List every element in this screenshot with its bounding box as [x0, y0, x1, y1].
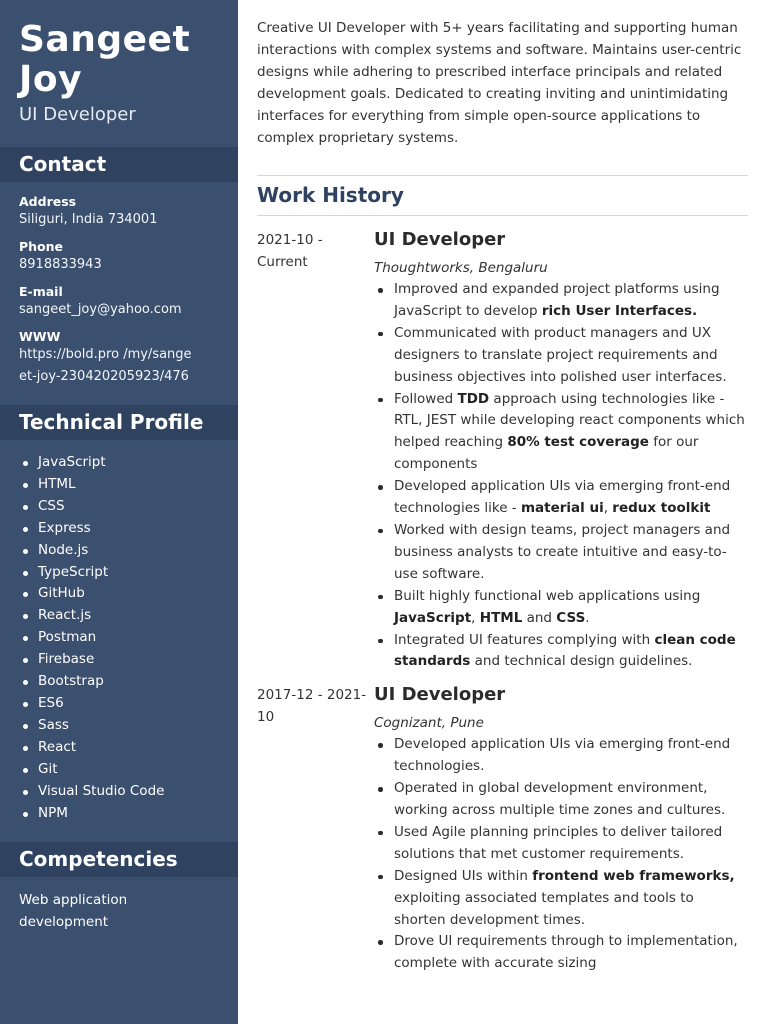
bullet-text: , — [603, 500, 613, 517]
work-history-heading: Work History — [257, 183, 404, 207]
skill-item: JavaScript — [19, 452, 238, 474]
job-bullet — [374, 389, 748, 477]
job-details — [374, 684, 748, 975]
job-details — [374, 229, 748, 673]
bullet-text: Followed — [394, 390, 458, 407]
bullet-emphasis: TDD — [457, 390, 490, 407]
competencies-heading: Competencies — [0, 842, 238, 877]
job-company: Cognizant, Pune — [374, 715, 484, 732]
bullet-text: for our components — [394, 434, 699, 473]
job-bullet — [374, 822, 748, 866]
job-entry — [257, 684, 748, 975]
bullet-text: Operated in global development environment, working across multiple time zones and cultures. — [394, 780, 726, 819]
bullet-text: , — [471, 609, 480, 626]
bullet-text: Communicated with product managers and UX designers to translate project requirements and business objectives into polished user interfaces. — [394, 324, 727, 385]
job-bullet — [374, 630, 748, 674]
bullet-emphasis: CSS — [556, 609, 586, 626]
bullet-text: Worked with design teams, project managers and business analysts to create intuitive and easy-to-use software. — [394, 521, 731, 582]
contact-heading: Contact — [0, 147, 238, 182]
bullet-text: Improved and expanded project platforms using JavaScript to develop — [394, 281, 720, 319]
job-dates: 2017-12 - 2021-10 — [257, 687, 367, 726]
address-label: Address — [19, 194, 77, 209]
email-value[interactable]: sangeet_joy@yahoo.com — [19, 302, 182, 317]
skill-item: Git — [19, 759, 238, 781]
skill-item: Firebase — [19, 649, 238, 671]
bullet-text: and — [522, 609, 557, 626]
main-content — [238, 0, 768, 1024]
skill-item: Sass — [19, 715, 238, 737]
skill-item: CSS — [19, 496, 238, 518]
job-entry — [257, 229, 748, 673]
skill-item: Node.js — [19, 540, 238, 562]
job-bullets — [374, 734, 748, 975]
bullet-text: Developed application UIs via emerging front-end technologies. — [394, 736, 731, 775]
bullet-emphasis: 80% test coverage — [507, 434, 649, 451]
job-bullet — [374, 931, 748, 975]
job-bullets — [374, 279, 748, 673]
bullet-text: Designed UIs within — [394, 867, 533, 884]
work-history-list — [257, 229, 748, 975]
skill-item: Visual Studio Code — [19, 781, 238, 803]
skill-item: TypeScript — [19, 562, 238, 584]
job-company: Thoughtworks, Bengaluru — [374, 260, 548, 276]
candidate-name — [0, 0, 238, 100]
www-link[interactable]: https://bold.pro /my/sangeet-joy-230420205923/476 — [19, 347, 192, 384]
skill-item: Bootstrap — [19, 671, 238, 693]
contact-section — [0, 182, 238, 388]
bullet-text: Used Agile planning principles to deliver tailored solutions that met customer requirements. — [394, 823, 723, 862]
skill-item: ES6 — [19, 693, 238, 715]
bullet-text: exploiting associated templates and tools to shorten development times. — [394, 889, 694, 928]
skill-item: HTML — [19, 474, 238, 496]
bullet-text: . — [585, 609, 590, 626]
job-bullet — [374, 520, 748, 586]
job-title: UI Developer — [374, 229, 506, 250]
professional-summary: Creative UI Developer with 5+ years facilitating and supporting human interactions with complex systems and software. Maintains user-centric designs while adhering to prescribed interface principals and related development goals. Dedicated to creating inviting and unintimidating interfaces for everything from simple open-source applications to complex proprietary systems. — [257, 20, 742, 146]
candidate-title: UI Developer — [19, 104, 136, 125]
job-bullet — [374, 778, 748, 822]
bullet-text: Drove UI requirements through to implementation, complete with accurate sizing — [394, 933, 738, 972]
phone-value: 8918833943 — [19, 257, 102, 272]
section-divider — [257, 215, 748, 216]
bullet-emphasis: material ui — [520, 500, 604, 517]
bullet-text: approach using technologies like - RTL, JEST while developing react components which helped reaching — [394, 390, 745, 451]
bullet-emphasis: frontend web frameworks, — [532, 867, 735, 884]
job-dates: 2021-10 - Current — [257, 232, 323, 270]
bullet-text: Integrated UI features complying with — [394, 631, 655, 648]
first-name: Sangeet — [19, 19, 191, 60]
bullet-text: and technical design guidelines. — [470, 653, 693, 670]
skill-item: NPM — [19, 803, 238, 825]
bullet-emphasis: JavaScript — [394, 609, 472, 626]
job-bullet — [374, 734, 748, 778]
job-bullet — [374, 476, 748, 520]
skill-item: Postman — [19, 627, 238, 649]
technical-profile-heading: Technical Profile — [0, 405, 238, 440]
www-label: WWW — [19, 329, 61, 344]
competencies-text: Web application development — [19, 892, 128, 931]
bullet-text: Built highly functional web applications using — [394, 587, 701, 604]
technical-skills-list — [0, 440, 238, 824]
bullet-emphasis: HTML — [479, 609, 523, 626]
job-title: UI Developer — [374, 684, 506, 706]
phone-label: Phone — [19, 239, 64, 254]
job-bullet — [374, 586, 748, 630]
bullet-emphasis: redux toolkit — [612, 500, 711, 517]
bullet-emphasis: clean code standards — [394, 631, 736, 670]
job-bullet — [374, 279, 748, 323]
bullet-text: Developed application UIs via emerging front-end technologies like - — [394, 478, 731, 517]
last-name: Joy — [19, 59, 83, 100]
skill-item: GitHub — [19, 583, 238, 605]
skill-item: Express — [19, 518, 238, 540]
job-bullet — [374, 866, 748, 932]
skill-item: React — [19, 737, 238, 759]
job-bullet — [374, 323, 748, 389]
skill-item: React.js — [19, 605, 238, 627]
address-value: Siliguri, India 734001 — [19, 212, 158, 227]
bullet-emphasis: rich User Interfaces. — [541, 302, 698, 319]
email-label: E-mail — [19, 284, 63, 299]
sidebar — [0, 0, 238, 1024]
